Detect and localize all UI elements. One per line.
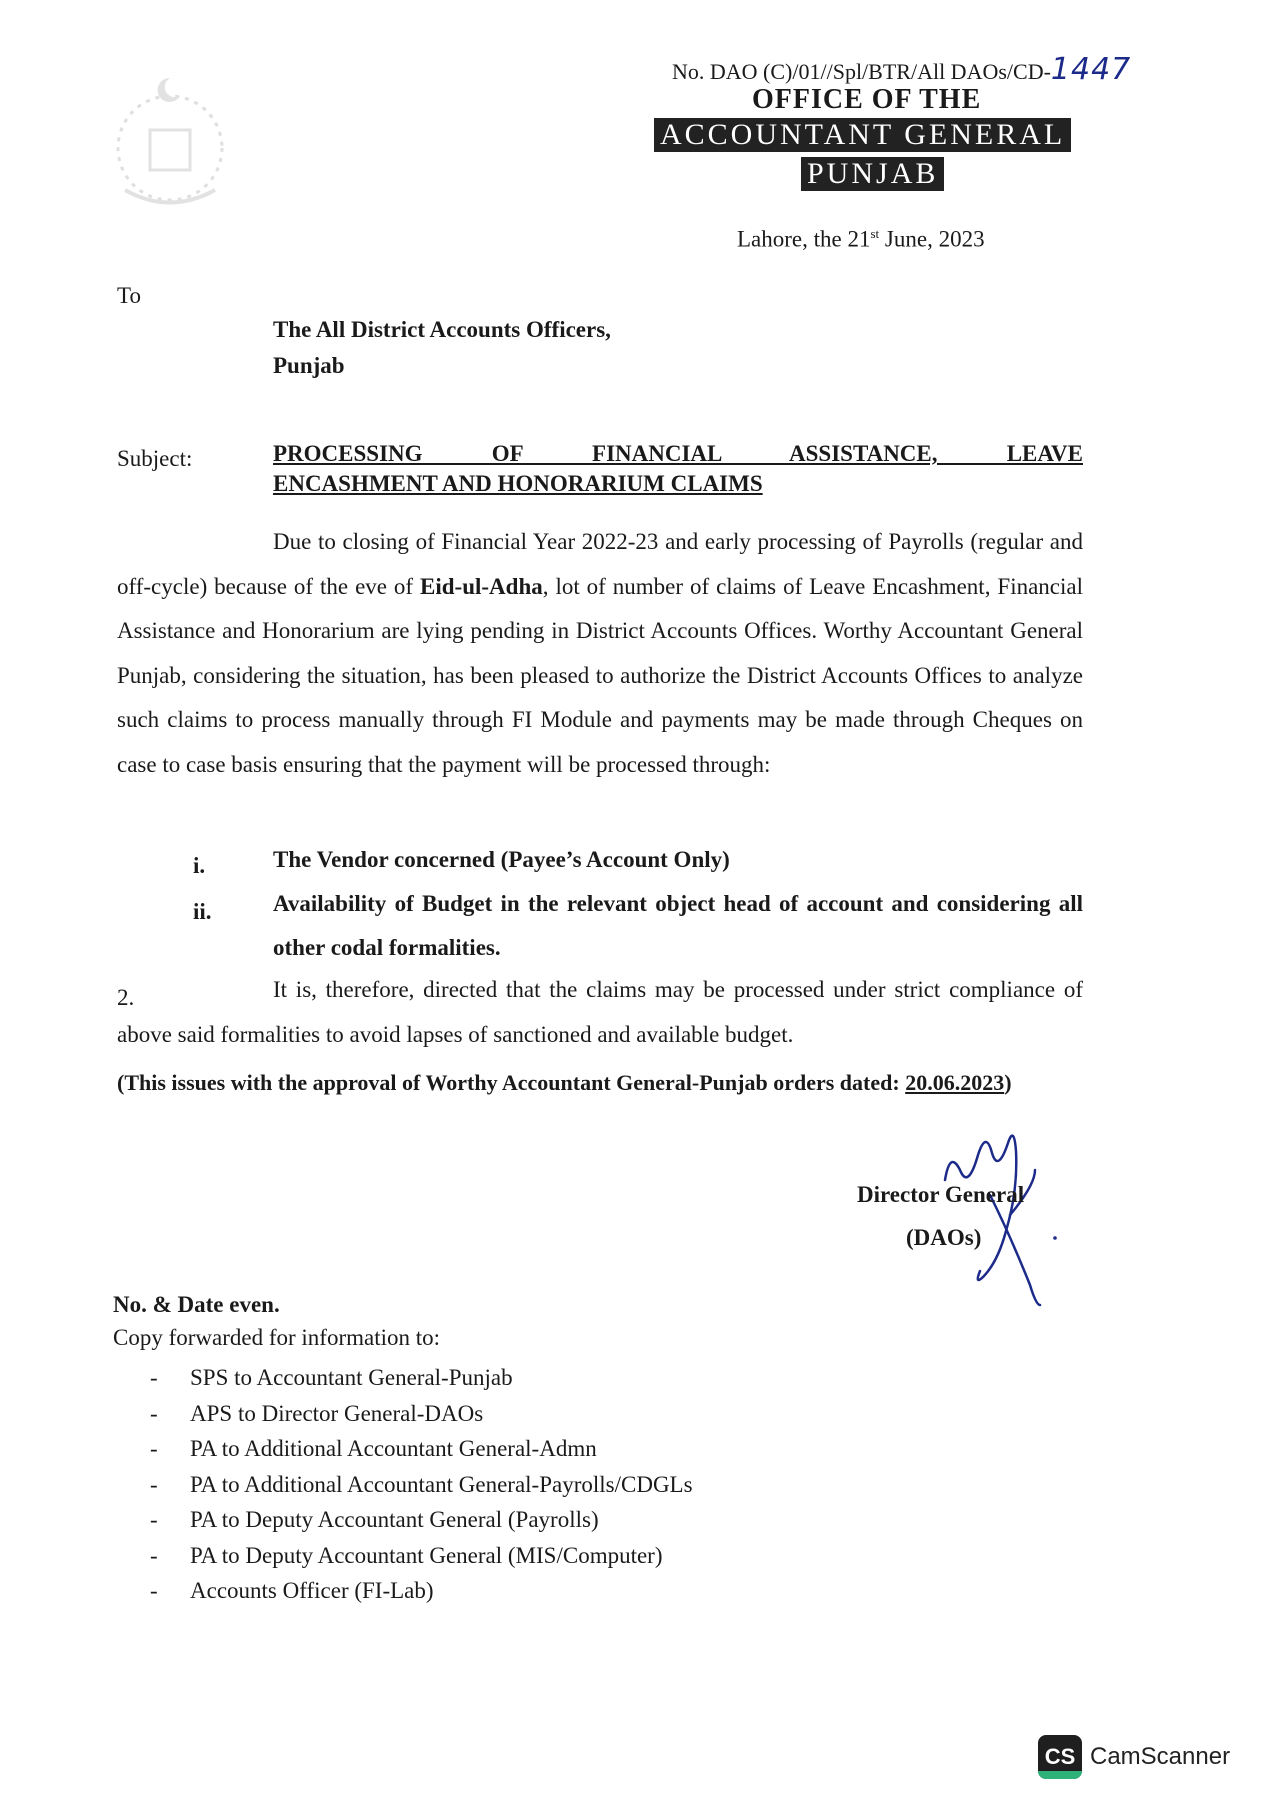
recipient-line-1: The All District Accounts Officers, — [273, 317, 611, 342]
list-item: - SPS to Accountant General-Punjab — [150, 1360, 693, 1396]
approval-date: 20.06.2023 — [905, 1070, 1005, 1095]
subject-line-2: ENCASHMENT AND HONORARIUM CLAIMS — [273, 471, 763, 496]
subject-label: Subject: — [117, 446, 193, 471]
list-item-text: The Vendor concerned (Payee’s Account Only) — [273, 847, 730, 872]
list-item: - PA to Additional Accountant General-Payrolls/CDGLs — [150, 1467, 693, 1503]
reference-number — [672, 52, 1131, 87]
para1-bold: Eid-ul-Adha — [420, 573, 543, 599]
copy-recipient-list — [150, 1360, 693, 1609]
subject-line-1: PROCESSING OF FINANCIAL ASSISTANCE, LEAVE — [273, 441, 1083, 466]
recipient-address — [273, 312, 611, 384]
list-item-number: ii. — [193, 899, 212, 924]
approval-prefix: (This issues with the approval of Worthy Accountant General-Punjab orders dated: — [117, 1070, 906, 1095]
office-region-banner: PUNJAB — [801, 157, 944, 191]
date-ordinal: st — [870, 226, 880, 241]
recipient-line-2: Punjab — [273, 353, 345, 378]
approval-suffix: ) — [1004, 1070, 1012, 1095]
copy-forwarded-label: Copy forwarded for information to: — [113, 1325, 441, 1350]
government-seal-icon — [95, 70, 245, 220]
signatory-unit: (DAOs) — [906, 1225, 982, 1250]
date-rest: June, 2023 — [879, 226, 985, 252]
list-item: - PA to Additional Accountant General-Admn — [150, 1431, 693, 1467]
camscanner-logo-icon: CS — [1038, 1735, 1082, 1779]
office-name-banner: ACCOUNTANT GENERAL — [654, 118, 1071, 152]
place-date — [737, 226, 985, 253]
list-item: - PA to Deputy Accountant General (Payrolls) — [150, 1502, 693, 1538]
list-item-text: Availability of Budget in the relevant object head of account and considering all other codal formalities. — [273, 891, 1083, 960]
approval-note — [117, 1070, 1012, 1096]
body-paragraph-1 — [117, 520, 1083, 787]
list-item: - PA to Deputy Accountant General (MIS/Computer) — [150, 1538, 693, 1574]
office-of-label: OFFICE OF THE — [752, 84, 982, 115]
camscanner-brand: CamScanner — [1090, 1743, 1231, 1770]
signatory-designation: Director General — [857, 1182, 1025, 1207]
list-item: - APS to Director General-DAOs — [150, 1396, 693, 1432]
camscanner-watermark — [1038, 1735, 1230, 1779]
body-paragraph-2: It is, therefore, directed that the claims may be processed under strict compliance of above said formalities to avoid lapses of sanctioned and available budget. — [117, 977, 1083, 1047]
date-prefix: Lahore, the 21 — [737, 226, 871, 252]
paragraph-2-number: 2. — [117, 985, 135, 1010]
handwritten-number: 1447 — [1050, 52, 1132, 87]
para1-text-a: Due to closing of Financial Year 2022-23 and early processing of Payrolls (regular and off-cycle) because of the eve of — [117, 529, 1083, 599]
no-date-even: No. & Date even. — [113, 1292, 280, 1317]
reference-prefix: No. DAO (C)/01//Spl/BTR/All DAOs/CD- — [672, 59, 1051, 84]
list-item: - Accounts Officer (FI-Lab) — [150, 1573, 693, 1609]
list-item-number: i. — [193, 853, 206, 878]
to-label: To — [117, 283, 141, 308]
para1-text-b: , lot of number of claims of Leave Encashment, Financial Assistance and Honorarium are lying pending in District Accounts Offices. Worthy Accountant General Punjab, considering the situation, has been pleased to authorize the District Accounts Offices to analyze such claims to process manually through FI Module and payments may be made through Cheques on case to case basis ensuring that the payment will be processed through: — [117, 573, 1083, 777]
